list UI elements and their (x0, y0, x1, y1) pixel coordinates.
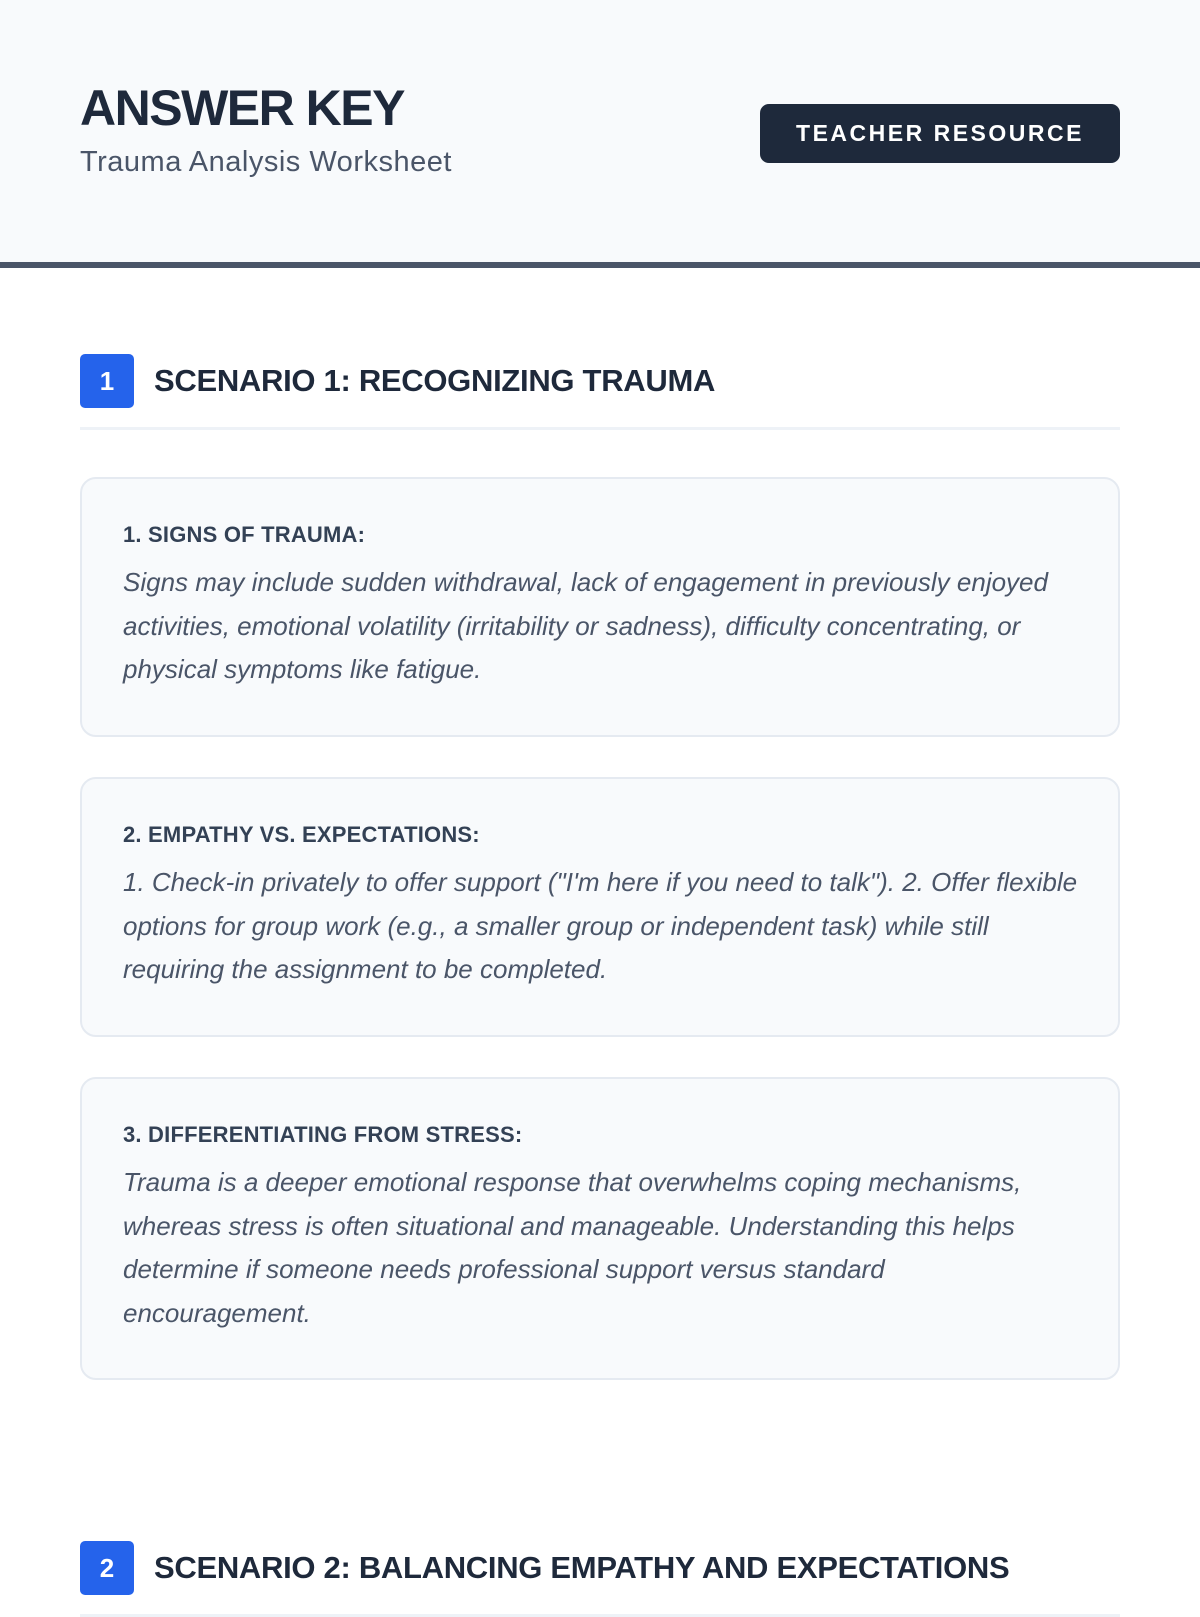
answer-text: Trauma is a deeper emotional response that overwhelms coping mechanisms, whereas stress is often situational and manageable. Understanding this helps determine if someone needs professional support versus standard encouragement. (123, 1167, 1022, 1328)
answer-text: 1. Check-in privately to offer support ("I'm here if you need to talk"). 2. Offer flexible options for group work (e.g., a smaller group or independent task) while still requiring the assignment to be completed. (123, 867, 1078, 984)
answer-text: Signs may include sudden withdrawal, lack of engagement in previously enjoyed activities, emotional volatility (irritability or sadness), difficulty concentrating, or physical symptoms like fatigue. (123, 567, 1048, 684)
section-number-badge: 2 (80, 1541, 134, 1595)
page-subtitle: Trauma Analysis Worksheet (80, 146, 452, 178)
answer-card-1 (80, 477, 1120, 737)
section-title: SCENARIO 2: BALANCING EMPATHY AND EXPECTATIONS (154, 1550, 1010, 1585)
answer-card-2 (80, 777, 1120, 1037)
question-label: 2. EMPATHY VS. EXPECTATIONS: (123, 822, 480, 847)
section-title: SCENARIO 1: RECOGNIZING TRAUMA (154, 363, 716, 398)
section-header-1 (80, 354, 1120, 430)
page-title: ANSWER KEY (80, 80, 404, 136)
section-header-2 (80, 1541, 1120, 1617)
answer-card-3 (80, 1077, 1120, 1380)
teacher-resource-badge: TEACHER RESOURCE (760, 104, 1120, 163)
section-number-badge: 1 (80, 354, 134, 408)
question-label: 1. SIGNS OF TRAUMA: (123, 522, 366, 547)
page-header (0, 0, 1200, 268)
question-label: 3. DIFFERENTIATING FROM STRESS: (123, 1122, 523, 1147)
